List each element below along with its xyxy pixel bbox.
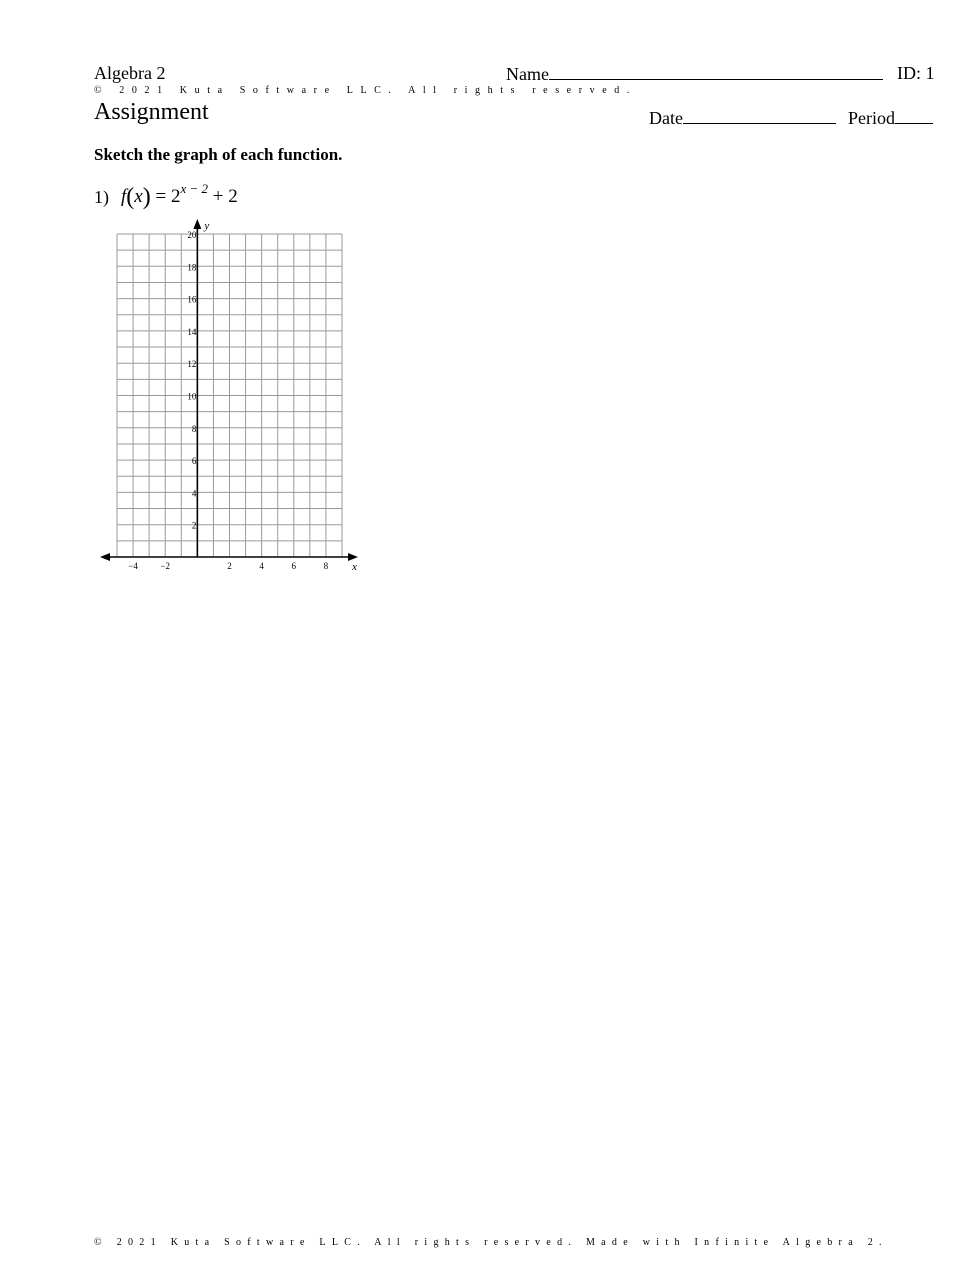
x-axis-left-arrow (100, 553, 110, 561)
base: 2 (170, 186, 181, 207)
name-label: Name (506, 64, 549, 84)
y-tick-label: 20 (187, 230, 197, 240)
x-tick-label: 4 (259, 561, 264, 571)
course-title: Algebra 2 (94, 63, 166, 83)
exponent: x − 2 (180, 180, 208, 196)
coordinate-grid[interactable] (0, 0, 979, 600)
period-label: Period (848, 108, 895, 128)
tick-labels (128, 220, 357, 573)
x-tick-label: −4 (128, 561, 138, 571)
y-tick-label: 2 (191, 520, 197, 531)
problem-number: 1) (94, 187, 109, 207)
instructions: Sketch the graph of each function. (94, 145, 343, 164)
equation-tail: + 2 (212, 186, 238, 207)
x-tick-label: 8 (323, 561, 329, 571)
y-tick-label: 14 (187, 326, 197, 337)
function-name: f (121, 186, 127, 207)
x-axis-label: x (352, 561, 357, 573)
grid-lines (117, 234, 342, 557)
footer-copyright: © 2021 Kuta Software LLC. All rights reserved. Made with Infinite Algebra 2. (94, 1237, 888, 1248)
y-tick-label: 16 (187, 294, 197, 305)
y-tick-label: 8 (191, 423, 197, 434)
y-axis-label: y (204, 220, 210, 232)
x-tick-label: −2 (160, 561, 171, 571)
copyright-header: © 2021 Kuta Software LLC. All rights reserved. (94, 85, 637, 96)
id-label: ID: 1 (897, 63, 935, 83)
x-tick-label: 6 (291, 561, 297, 571)
y-tick-label: 4 (191, 488, 197, 499)
y-tick-label: 12 (187, 359, 197, 370)
y-tick-label: 10 (187, 391, 197, 402)
equals-sign: = (155, 186, 167, 207)
y-axis-top-arrow (193, 219, 201, 229)
function-variable: x (134, 186, 143, 207)
right-paren: ) (142, 184, 151, 210)
left-paren: ( (126, 184, 135, 210)
x-tick-label: 2 (227, 561, 232, 571)
y-tick-label: 6 (191, 456, 197, 467)
x-axis-right-arrow (348, 553, 358, 561)
date-label: Date (649, 108, 683, 128)
assignment-title: Assignment (94, 99, 209, 125)
y-tick-label: 18 (187, 262, 197, 273)
